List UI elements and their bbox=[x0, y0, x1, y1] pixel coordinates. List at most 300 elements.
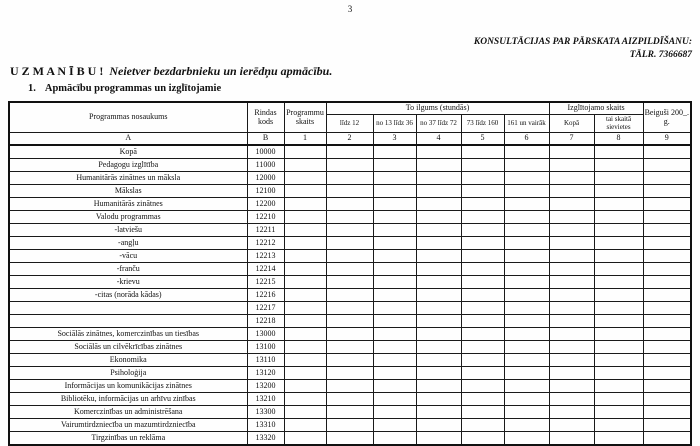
empty-data-cell bbox=[373, 145, 416, 159]
program-name-cell: -franču bbox=[9, 263, 247, 276]
empty-data-cell bbox=[549, 406, 594, 419]
empty-data-cell bbox=[373, 302, 416, 315]
empty-data-cell bbox=[504, 289, 549, 302]
empty-data-cell bbox=[643, 211, 691, 224]
empty-data-cell bbox=[549, 276, 594, 289]
table-row bbox=[9, 393, 691, 406]
empty-data-cell bbox=[643, 159, 691, 172]
empty-data-cell bbox=[284, 172, 326, 185]
empty-data-cell bbox=[594, 367, 643, 380]
empty-data-cell bbox=[284, 198, 326, 211]
table-row bbox=[9, 198, 691, 211]
empty-data-cell bbox=[416, 341, 461, 354]
empty-data-cell bbox=[416, 367, 461, 380]
table-row bbox=[9, 328, 691, 341]
empty-data-cell bbox=[549, 315, 594, 328]
empty-data-cell bbox=[373, 315, 416, 328]
empty-data-cell bbox=[643, 198, 691, 211]
table-row bbox=[9, 263, 691, 276]
col-header-duration-161plus: 161 un vairāk bbox=[504, 115, 549, 133]
consultation-note bbox=[474, 36, 692, 62]
empty-data-cell bbox=[594, 406, 643, 419]
empty-data-cell bbox=[416, 198, 461, 211]
table-row bbox=[9, 315, 691, 328]
consultation-phone: TĀLR. 7366687 bbox=[629, 49, 692, 60]
empty-data-cell bbox=[373, 211, 416, 224]
empty-data-cell bbox=[373, 289, 416, 302]
empty-data-cell bbox=[326, 315, 373, 328]
table-row bbox=[9, 145, 691, 159]
row-code-cell: 13100 bbox=[247, 341, 284, 354]
row-code-cell: 10000 bbox=[247, 145, 284, 159]
attention-line bbox=[10, 64, 332, 79]
row-code-cell: 13200 bbox=[247, 380, 284, 393]
empty-data-cell bbox=[594, 159, 643, 172]
empty-data-cell bbox=[504, 145, 549, 159]
empty-data-cell bbox=[326, 341, 373, 354]
empty-data-cell bbox=[504, 419, 549, 432]
empty-data-cell bbox=[461, 263, 504, 276]
program-name-cell: Komerczinības un administrēšana bbox=[9, 406, 247, 419]
col-header-program-name: Programmas nosaukums bbox=[9, 102, 247, 133]
empty-data-cell bbox=[373, 432, 416, 446]
empty-data-cell bbox=[549, 198, 594, 211]
empty-data-cell bbox=[461, 237, 504, 250]
index-3: 3 bbox=[373, 133, 416, 146]
program-name-cell: Kopā bbox=[9, 145, 247, 159]
empty-data-cell bbox=[594, 145, 643, 159]
row-code-cell: 13120 bbox=[247, 367, 284, 380]
empty-data-cell bbox=[504, 393, 549, 406]
empty-data-cell bbox=[284, 328, 326, 341]
table-row bbox=[9, 432, 691, 446]
empty-data-cell bbox=[326, 406, 373, 419]
empty-data-cell bbox=[461, 367, 504, 380]
empty-data-cell bbox=[326, 380, 373, 393]
program-name-cell: Sociālās un cilvēkrīcības zinātnes bbox=[9, 341, 247, 354]
empty-data-cell bbox=[549, 289, 594, 302]
empty-data-cell bbox=[416, 289, 461, 302]
empty-data-cell bbox=[416, 159, 461, 172]
empty-data-cell bbox=[416, 302, 461, 315]
empty-data-cell bbox=[326, 237, 373, 250]
program-name-cell: -vācu bbox=[9, 250, 247, 263]
table-body bbox=[9, 145, 691, 445]
empty-data-cell bbox=[416, 237, 461, 250]
empty-data-cell bbox=[416, 276, 461, 289]
empty-data-cell bbox=[461, 198, 504, 211]
empty-data-cell bbox=[284, 341, 326, 354]
empty-data-cell bbox=[461, 224, 504, 237]
empty-data-cell bbox=[594, 302, 643, 315]
col-header-duration-13-36: no 13 līdz 36 bbox=[373, 115, 416, 133]
empty-data-cell bbox=[549, 367, 594, 380]
empty-data-cell bbox=[594, 289, 643, 302]
row-code-cell: 12210 bbox=[247, 211, 284, 224]
empty-data-cell bbox=[549, 432, 594, 446]
table-row bbox=[9, 159, 691, 172]
empty-data-cell bbox=[326, 263, 373, 276]
empty-data-cell bbox=[284, 367, 326, 380]
col-header-duration-upto12: līdz 12 bbox=[326, 115, 373, 133]
empty-data-cell bbox=[504, 211, 549, 224]
empty-data-cell bbox=[373, 328, 416, 341]
empty-data-cell bbox=[284, 315, 326, 328]
empty-data-cell bbox=[416, 185, 461, 198]
index-B: B bbox=[247, 133, 284, 146]
empty-data-cell bbox=[326, 250, 373, 263]
table-row bbox=[9, 211, 691, 224]
empty-data-cell bbox=[643, 289, 691, 302]
program-name-cell: Mākslas bbox=[9, 185, 247, 198]
empty-data-cell bbox=[504, 198, 549, 211]
training-programs-table bbox=[8, 101, 692, 446]
section-number: 1. bbox=[28, 83, 36, 94]
empty-data-cell bbox=[373, 367, 416, 380]
empty-data-cell bbox=[594, 263, 643, 276]
empty-data-cell bbox=[643, 185, 691, 198]
empty-data-cell bbox=[416, 419, 461, 432]
empty-data-cell bbox=[373, 419, 416, 432]
page-number: 3 bbox=[347, 4, 353, 14]
row-code-cell: 12215 bbox=[247, 276, 284, 289]
empty-data-cell bbox=[326, 432, 373, 446]
empty-data-cell bbox=[284, 159, 326, 172]
empty-data-cell bbox=[643, 145, 691, 159]
empty-data-cell bbox=[461, 276, 504, 289]
empty-data-cell bbox=[549, 224, 594, 237]
empty-data-cell bbox=[326, 367, 373, 380]
empty-data-cell bbox=[416, 393, 461, 406]
empty-data-cell bbox=[461, 341, 504, 354]
empty-data-cell bbox=[326, 172, 373, 185]
empty-data-cell bbox=[284, 185, 326, 198]
empty-data-cell bbox=[549, 341, 594, 354]
empty-data-cell bbox=[504, 367, 549, 380]
empty-data-cell bbox=[373, 406, 416, 419]
row-code-cell: 11000 bbox=[247, 159, 284, 172]
empty-data-cell bbox=[461, 328, 504, 341]
attention-label: U Z M A N Ī B U ! bbox=[10, 64, 104, 78]
empty-data-cell bbox=[284, 276, 326, 289]
empty-data-cell bbox=[284, 263, 326, 276]
program-name-cell bbox=[9, 315, 247, 328]
empty-data-cell bbox=[326, 276, 373, 289]
col-header-program-count: Programmu skaits bbox=[284, 102, 326, 133]
empty-data-cell bbox=[643, 354, 691, 367]
program-name-cell: -citas (norāda kādas) bbox=[9, 289, 247, 302]
program-name-cell: Ekonomika bbox=[9, 354, 247, 367]
table-row bbox=[9, 367, 691, 380]
empty-data-cell bbox=[643, 315, 691, 328]
index-7: 7 bbox=[549, 133, 594, 146]
empty-data-cell bbox=[461, 432, 504, 446]
empty-data-cell bbox=[373, 380, 416, 393]
empty-data-cell bbox=[594, 224, 643, 237]
empty-data-cell bbox=[326, 354, 373, 367]
col-header-row-code: Rindas kods bbox=[247, 102, 284, 133]
section-title: Apmācību programmas un izglītojamie bbox=[44, 83, 222, 94]
empty-data-cell bbox=[594, 419, 643, 432]
empty-data-cell bbox=[284, 289, 326, 302]
empty-data-cell bbox=[284, 432, 326, 446]
empty-data-cell bbox=[594, 432, 643, 446]
empty-data-cell bbox=[461, 159, 504, 172]
empty-data-cell bbox=[284, 302, 326, 315]
empty-data-cell bbox=[284, 224, 326, 237]
empty-data-cell bbox=[416, 172, 461, 185]
empty-data-cell bbox=[461, 211, 504, 224]
empty-data-cell bbox=[373, 250, 416, 263]
empty-data-cell bbox=[326, 393, 373, 406]
empty-data-cell bbox=[416, 406, 461, 419]
table-row bbox=[9, 185, 691, 198]
empty-data-cell bbox=[549, 250, 594, 263]
col-group-duration: To ilgums (stundās) bbox=[326, 102, 549, 115]
empty-data-cell bbox=[549, 159, 594, 172]
empty-data-cell bbox=[461, 393, 504, 406]
empty-data-cell bbox=[461, 302, 504, 315]
empty-data-cell bbox=[504, 354, 549, 367]
index-5: 5 bbox=[461, 133, 504, 146]
empty-data-cell bbox=[594, 328, 643, 341]
table-row bbox=[9, 354, 691, 367]
empty-data-cell bbox=[284, 250, 326, 263]
empty-data-cell bbox=[643, 406, 691, 419]
row-code-cell: 13320 bbox=[247, 432, 284, 446]
empty-data-cell bbox=[326, 419, 373, 432]
empty-data-cell bbox=[284, 380, 326, 393]
empty-data-cell bbox=[373, 185, 416, 198]
table-row bbox=[9, 237, 691, 250]
empty-data-cell bbox=[416, 263, 461, 276]
consultation-line1: KONSULTĀCIJAS PAR PĀRSKATA AIZPILDĪŠANU: bbox=[473, 37, 692, 47]
empty-data-cell bbox=[416, 380, 461, 393]
empty-data-cell bbox=[461, 185, 504, 198]
empty-data-cell bbox=[549, 419, 594, 432]
row-code-cell: 12217 bbox=[247, 302, 284, 315]
empty-data-cell bbox=[549, 185, 594, 198]
empty-data-cell bbox=[373, 263, 416, 276]
empty-data-cell bbox=[594, 380, 643, 393]
empty-data-cell bbox=[284, 237, 326, 250]
table-row bbox=[9, 380, 691, 393]
empty-data-cell bbox=[504, 328, 549, 341]
empty-data-cell bbox=[549, 354, 594, 367]
index-8: 8 bbox=[594, 133, 643, 146]
row-code-cell: 12218 bbox=[247, 315, 284, 328]
empty-data-cell bbox=[643, 302, 691, 315]
program-name-cell: Humanitārās zinātnes un māksla bbox=[9, 172, 247, 185]
program-name-cell: Tirgzinības un reklāma bbox=[9, 432, 247, 446]
row-code-cell: 12214 bbox=[247, 263, 284, 276]
empty-data-cell bbox=[549, 380, 594, 393]
empty-data-cell bbox=[373, 172, 416, 185]
empty-data-cell bbox=[549, 263, 594, 276]
empty-data-cell bbox=[504, 250, 549, 263]
empty-data-cell bbox=[326, 198, 373, 211]
empty-data-cell bbox=[594, 354, 643, 367]
program-name-cell: Pedagogu izglītība bbox=[9, 159, 247, 172]
empty-data-cell bbox=[461, 406, 504, 419]
empty-data-cell bbox=[643, 328, 691, 341]
empty-data-cell bbox=[326, 211, 373, 224]
empty-data-cell bbox=[504, 406, 549, 419]
empty-data-cell bbox=[416, 250, 461, 263]
program-name-cell: Psiholoģija bbox=[9, 367, 247, 380]
column-index-row bbox=[9, 133, 691, 146]
empty-data-cell bbox=[643, 224, 691, 237]
empty-data-cell bbox=[373, 224, 416, 237]
table-row bbox=[9, 419, 691, 432]
empty-data-cell bbox=[461, 354, 504, 367]
empty-data-cell bbox=[461, 250, 504, 263]
program-name-cell bbox=[9, 302, 247, 315]
row-code-cell: 12200 bbox=[247, 198, 284, 211]
col-header-duration-37-72: no 37 līdz 72 bbox=[416, 115, 461, 133]
empty-data-cell bbox=[416, 211, 461, 224]
row-code-cell: 12000 bbox=[247, 172, 284, 185]
empty-data-cell bbox=[284, 145, 326, 159]
empty-data-cell bbox=[504, 341, 549, 354]
empty-data-cell bbox=[461, 289, 504, 302]
empty-data-cell bbox=[284, 419, 326, 432]
empty-data-cell bbox=[461, 419, 504, 432]
index-1: 1 bbox=[284, 133, 326, 146]
col-header-students-total: Kopā bbox=[549, 115, 594, 133]
row-code-cell: 13000 bbox=[247, 328, 284, 341]
empty-data-cell bbox=[643, 172, 691, 185]
row-code-cell: 12216 bbox=[247, 289, 284, 302]
empty-data-cell bbox=[326, 159, 373, 172]
empty-data-cell bbox=[461, 145, 504, 159]
row-code-cell: 13310 bbox=[247, 419, 284, 432]
empty-data-cell bbox=[594, 393, 643, 406]
empty-data-cell bbox=[461, 315, 504, 328]
empty-data-cell bbox=[594, 185, 643, 198]
empty-data-cell bbox=[373, 198, 416, 211]
empty-data-cell bbox=[643, 432, 691, 446]
empty-data-cell bbox=[504, 432, 549, 446]
empty-data-cell bbox=[504, 315, 549, 328]
row-code-cell: 13300 bbox=[247, 406, 284, 419]
table-row bbox=[9, 341, 691, 354]
index-6: 6 bbox=[504, 133, 549, 146]
col-header-students-women: tai skaitā sievietes bbox=[594, 115, 643, 133]
empty-data-cell bbox=[504, 263, 549, 276]
empty-data-cell bbox=[504, 380, 549, 393]
program-name-cell: Bibliotēku, informācijas un arhīvu zinības bbox=[9, 393, 247, 406]
empty-data-cell bbox=[416, 224, 461, 237]
empty-data-cell bbox=[643, 276, 691, 289]
empty-data-cell bbox=[549, 302, 594, 315]
empty-data-cell bbox=[643, 237, 691, 250]
empty-data-cell bbox=[549, 145, 594, 159]
empty-data-cell bbox=[326, 328, 373, 341]
empty-data-cell bbox=[594, 276, 643, 289]
empty-data-cell bbox=[549, 393, 594, 406]
row-code-cell: 12212 bbox=[247, 237, 284, 250]
empty-data-cell bbox=[504, 172, 549, 185]
empty-data-cell bbox=[284, 354, 326, 367]
table-row bbox=[9, 289, 691, 302]
table-row bbox=[9, 302, 691, 315]
table-row bbox=[9, 406, 691, 419]
attention-note: Neietver bezdarbnieku un ierēdņu apmācību. bbox=[109, 64, 333, 78]
empty-data-cell bbox=[284, 393, 326, 406]
empty-data-cell bbox=[326, 302, 373, 315]
empty-data-cell bbox=[504, 224, 549, 237]
empty-data-cell bbox=[643, 367, 691, 380]
empty-data-cell bbox=[594, 315, 643, 328]
index-9: 9 bbox=[643, 133, 691, 146]
empty-data-cell bbox=[594, 198, 643, 211]
empty-data-cell bbox=[594, 237, 643, 250]
program-name-cell: -latviešu bbox=[9, 224, 247, 237]
empty-data-cell bbox=[504, 185, 549, 198]
empty-data-cell bbox=[373, 341, 416, 354]
empty-data-cell bbox=[326, 224, 373, 237]
empty-data-cell bbox=[504, 276, 549, 289]
col-header-duration-73-160: 73 līdz 160 bbox=[461, 115, 504, 133]
empty-data-cell bbox=[416, 328, 461, 341]
empty-data-cell bbox=[461, 380, 504, 393]
row-code-cell: 13210 bbox=[247, 393, 284, 406]
empty-data-cell bbox=[373, 237, 416, 250]
empty-data-cell bbox=[326, 145, 373, 159]
empty-data-cell bbox=[594, 341, 643, 354]
empty-data-cell bbox=[284, 406, 326, 419]
empty-data-cell bbox=[416, 145, 461, 159]
empty-data-cell bbox=[461, 172, 504, 185]
table-row bbox=[9, 172, 691, 185]
program-name-cell: -krievu bbox=[9, 276, 247, 289]
empty-data-cell bbox=[326, 289, 373, 302]
table-header bbox=[9, 102, 691, 145]
empty-data-cell bbox=[416, 315, 461, 328]
program-name-cell: Vairumtirdzniecība un mazumtirdzniecība bbox=[9, 419, 247, 432]
row-code-cell: 12213 bbox=[247, 250, 284, 263]
col-group-students: Izglītojamo skaits bbox=[549, 102, 643, 115]
empty-data-cell bbox=[504, 237, 549, 250]
program-name-cell: Valodu programmas bbox=[9, 211, 247, 224]
empty-data-cell bbox=[373, 393, 416, 406]
empty-data-cell bbox=[284, 211, 326, 224]
program-name-cell: Informācijas un komunikācijas zinātnes bbox=[9, 380, 247, 393]
row-code-cell: 12211 bbox=[247, 224, 284, 237]
empty-data-cell bbox=[643, 341, 691, 354]
empty-data-cell bbox=[549, 211, 594, 224]
program-name-cell: Humanitārās zinātnes bbox=[9, 198, 247, 211]
section-heading bbox=[28, 83, 221, 94]
empty-data-cell bbox=[373, 276, 416, 289]
empty-data-cell bbox=[373, 159, 416, 172]
empty-data-cell bbox=[373, 354, 416, 367]
program-name-cell: -angļu bbox=[9, 237, 247, 250]
empty-data-cell bbox=[549, 328, 594, 341]
col-header-finished: Beiguši 200_. g. bbox=[643, 102, 691, 133]
empty-data-cell bbox=[594, 172, 643, 185]
empty-data-cell bbox=[594, 211, 643, 224]
row-code-cell: 13110 bbox=[247, 354, 284, 367]
empty-data-cell bbox=[643, 250, 691, 263]
empty-data-cell bbox=[416, 432, 461, 446]
empty-data-cell bbox=[504, 159, 549, 172]
empty-data-cell bbox=[504, 302, 549, 315]
index-4: 4 bbox=[416, 133, 461, 146]
empty-data-cell bbox=[643, 380, 691, 393]
empty-data-cell bbox=[643, 419, 691, 432]
